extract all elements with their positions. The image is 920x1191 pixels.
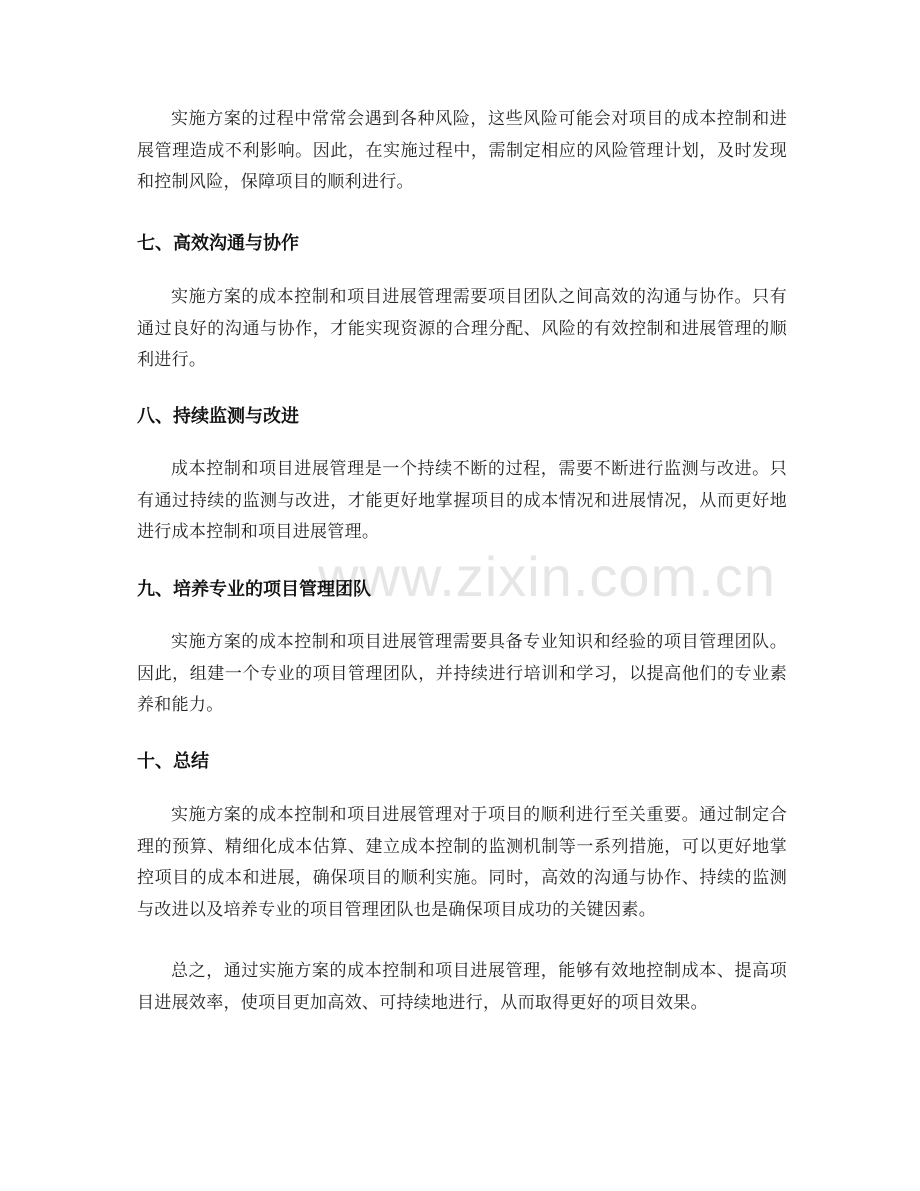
paragraph-text: 实施方案的成本控制和项目进展管理对于项目的顺利进行至关重要。通过制定合理的预算、精细化成本估算、建立成本控制的监测机制等一系列措施，可以更好地掌控项目的成本和进展，确保项目的顺利实施。同时，高效的沟通与协作、持续的监测与改进以及培养专业的项目管理团队也是确保项目成功的关键因素。 xyxy=(137,805,787,920)
paragraph-text: 实施方案的过程中常常会遇到各种风险，这些风险可能会对项目的成本控制和进展管理造成不利影响。因此，在实施过程中，需制定相应的风险管理计划，及时发现和控制风险，保障项目的顺利进行。 xyxy=(137,109,787,192)
watermark: www.zixin.com.cn xyxy=(318,545,776,608)
paragraph-team xyxy=(137,627,787,722)
heading-section-8: 八、持续监测与改进 xyxy=(137,406,299,427)
paragraph-monitoring xyxy=(137,454,787,549)
paragraph-summary xyxy=(137,800,787,926)
heading-section-7: 七、高效沟通与协作 xyxy=(137,233,299,254)
heading-section-9: 九、培养专业的项目管理团队 xyxy=(137,579,371,600)
paragraph-risk-management xyxy=(137,104,787,199)
heading-section-10: 十、总结 xyxy=(137,751,209,772)
paragraph-text: 总之，通过实施方案的成本控制和项目进展管理，能够有效地控制成本、提高项目进展效率，使项目更加高效、可持续地进行，从而取得更好的项目效果。 xyxy=(137,961,787,1013)
paragraph-communication xyxy=(137,282,787,377)
paragraph-conclusion xyxy=(137,956,787,1019)
paragraph-text: 实施方案的成本控制和项目进展管理需要具备专业知识和经验的项目管理团队。因此，组建一个专业的项目管理团队，并持续进行培训和学习，以提高他们的专业素养和能力。 xyxy=(137,632,787,715)
paragraph-text: 实施方案的成本控制和项目进展管理需要项目团队之间高效的沟通与协作。只有通过良好的沟通与协作，才能实现资源的合理分配、风险的有效控制和进展管理的顺利进行。 xyxy=(137,287,787,370)
paragraph-text: 成本控制和项目进展管理是一个持续不断的过程，需要不断进行监测与改进。只有通过持续的监测与改进，才能更好地掌握项目的成本情况和进展情况，从而更好地进行成本控制和项目进展管理。 xyxy=(137,459,787,542)
